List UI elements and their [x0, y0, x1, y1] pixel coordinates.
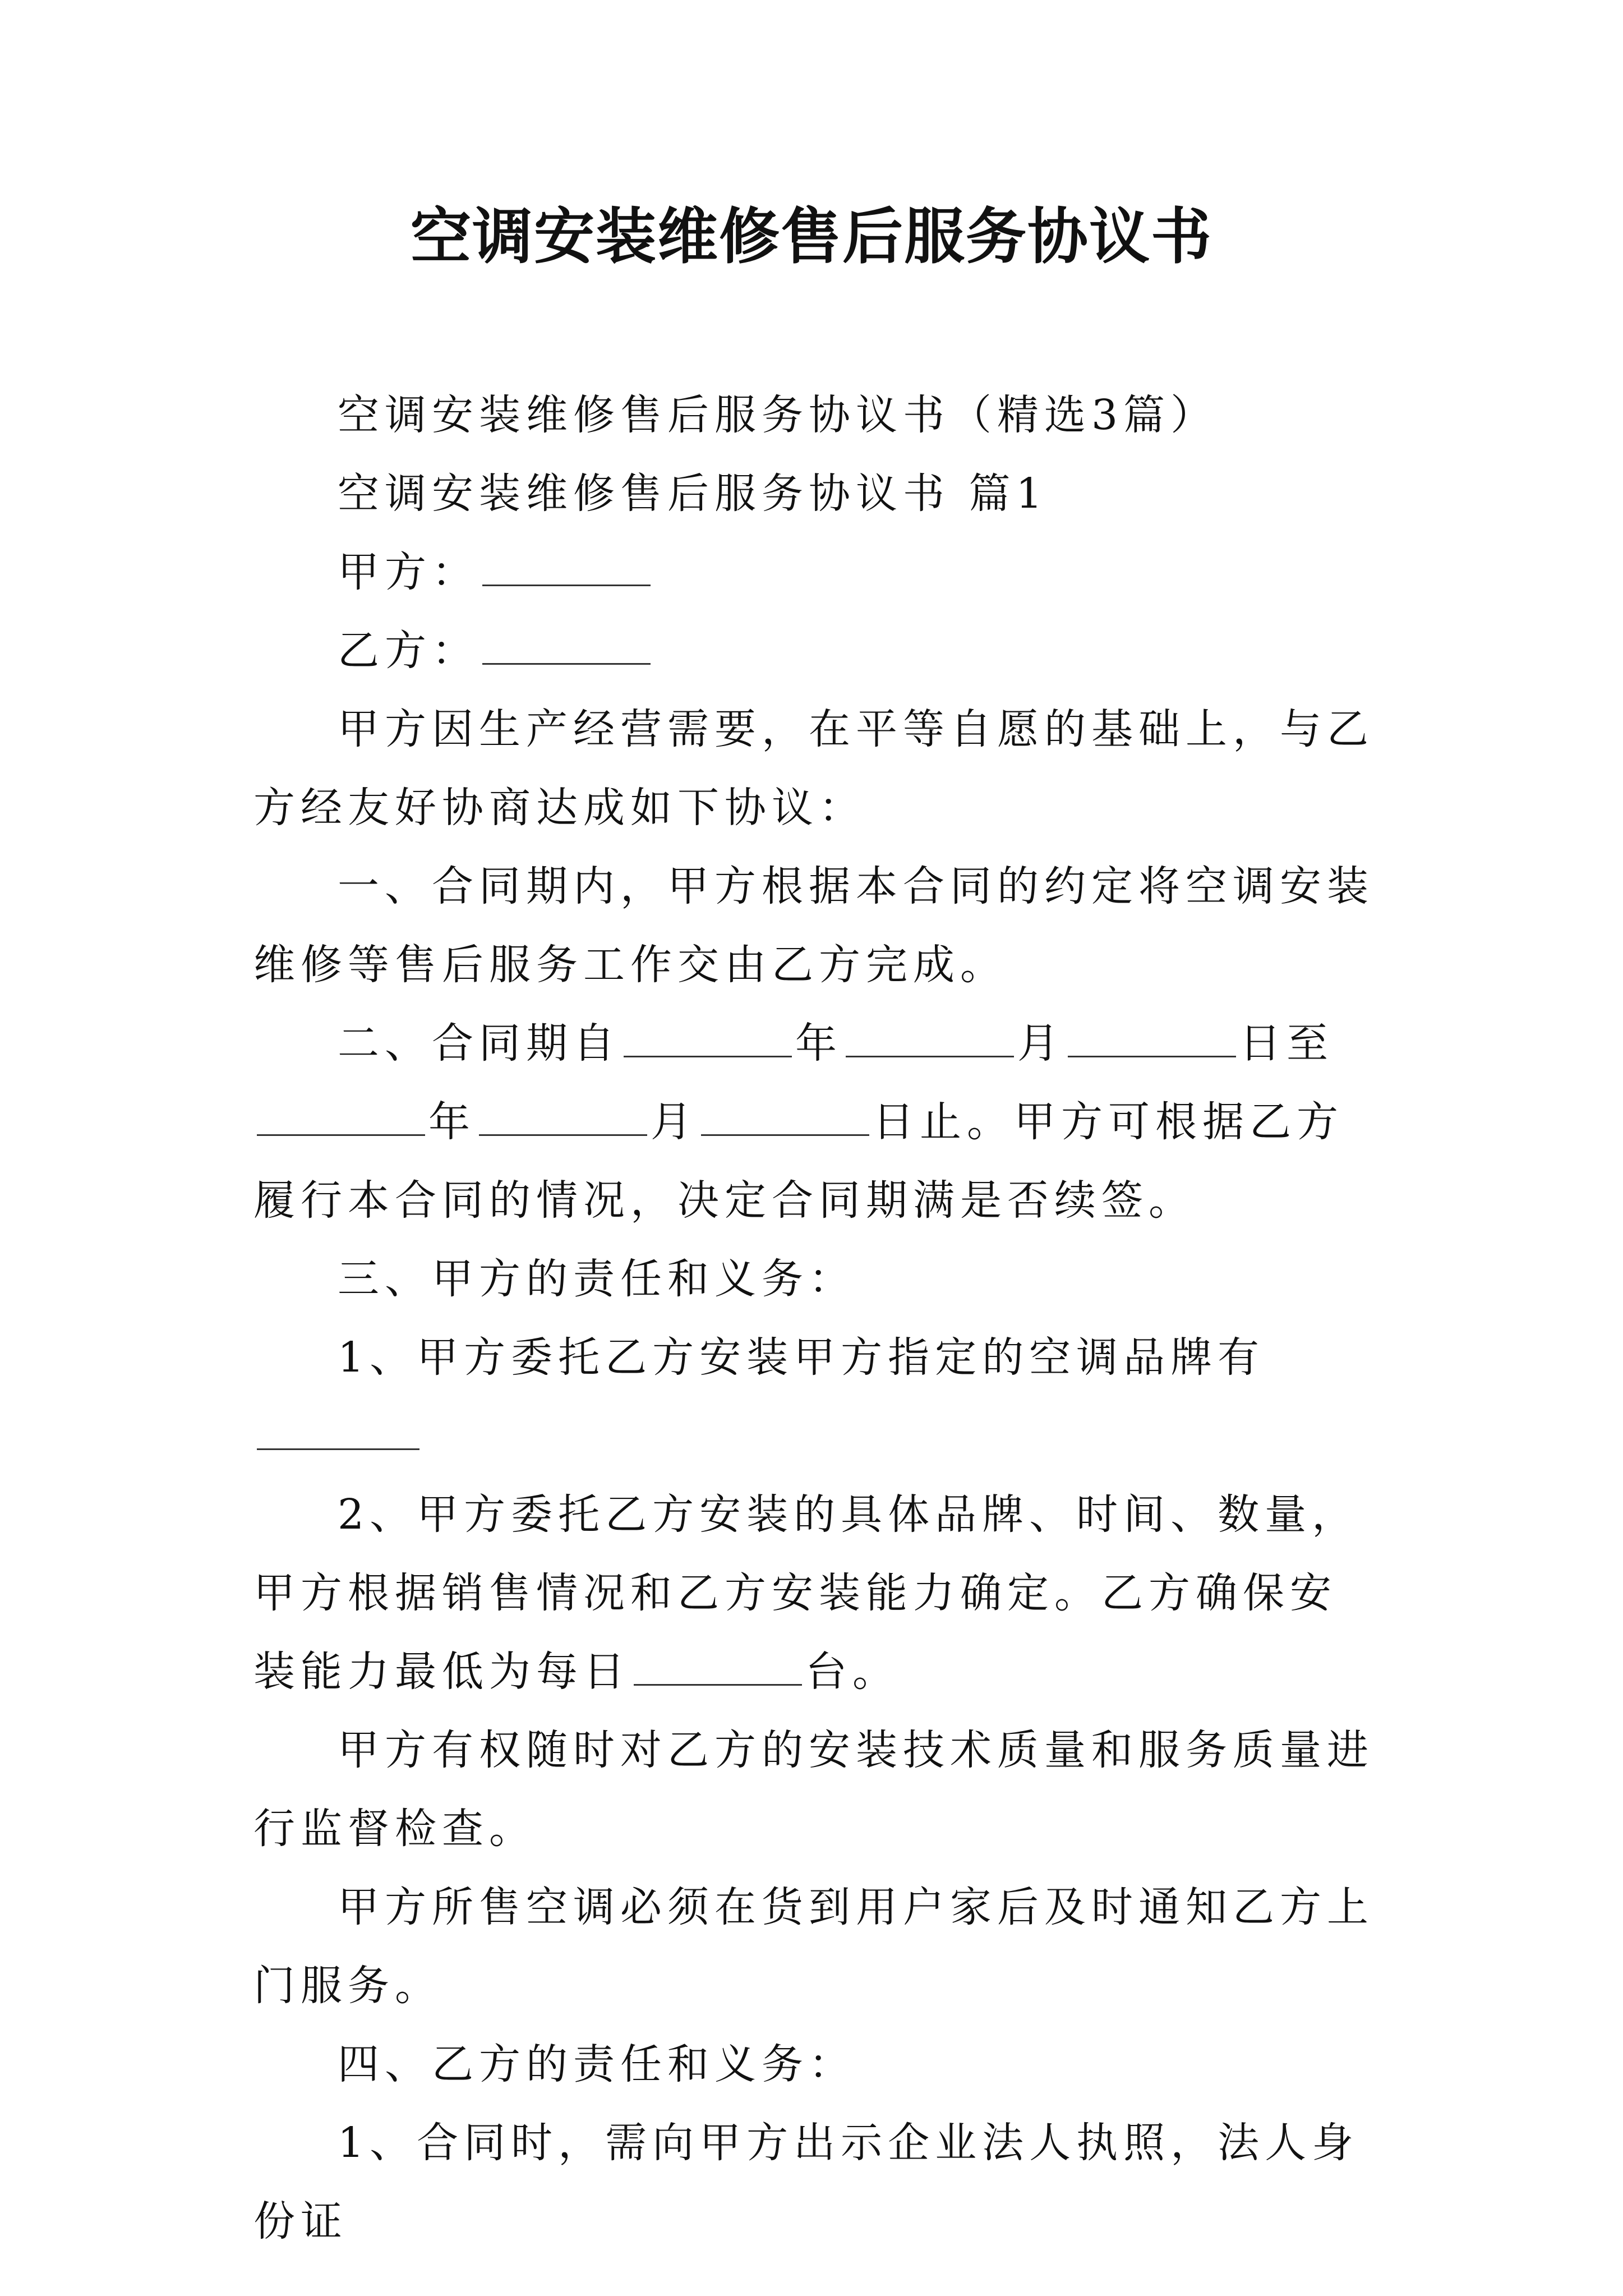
clause-3-1 — [253, 1318, 1383, 1475]
intro-paragraph: 甲方因生产经营需要，在平等自愿的基础上，与乙方经友好协商达成如下协议： — [253, 705, 1374, 832]
end-month-blank — [479, 1101, 647, 1136]
clause-2-start: 二、合同期自 — [338, 1019, 620, 1068]
section-heading: 空调安装维修售后服务协议书 篇1 — [338, 470, 1048, 518]
start-month-blank — [846, 1022, 1014, 1057]
clause-3-2 — [253, 1475, 1383, 1711]
party-a-line — [253, 533, 1383, 611]
clause-3-paragraph-2: 甲方所售空调必须在货到用户家后及时通知乙方上门服务。 — [253, 1883, 1374, 2010]
party-b-blank — [482, 629, 651, 665]
clause-3: 三、甲方的责任和义务： — [338, 1255, 856, 1303]
clause-2-day-to: 日至 — [1239, 1019, 1334, 1068]
clause-3-2-text: 2、甲方委托乙方安装的具体品牌、时间、数量，甲方根据销售情况和乙方安装能力确定。乙方确保安装能力最低为每日 — [253, 1490, 1359, 1696]
party-a-blank — [482, 551, 651, 586]
clause-3-paragraph-1: 甲方有权随时对乙方的安装技术质量和服务质量进行监督检查。 — [253, 1726, 1374, 1853]
start-year-blank — [624, 1022, 792, 1057]
party-b-label: 乙方： — [338, 627, 479, 675]
party-a-label: 甲方： — [338, 548, 479, 596]
end-day-blank — [701, 1101, 869, 1136]
document-body — [253, 376, 1383, 2261]
daily-capacity-blank — [634, 1650, 802, 1686]
clause-4: 四、乙方的责任和义务： — [338, 2040, 856, 2088]
subtitle: 空调安装维修售后服务协议书（精选3篇） — [338, 391, 1218, 439]
clause-4-1: 1、合同时，需向甲方出示企业法人执照，法人身份证 — [253, 2119, 1359, 2246]
clause-2-month: 月 — [1017, 1019, 1064, 1068]
start-day-blank — [1068, 1022, 1236, 1057]
document-title: 空调安装维修售后服务协议书 — [410, 201, 1212, 272]
end-year-blank — [257, 1101, 425, 1136]
clause-2 — [253, 1004, 1383, 1240]
clause-3-1-text: 1、甲方委托乙方安装甲方指定的空调品牌有 — [338, 1333, 1265, 1382]
party-b-line — [253, 611, 1383, 690]
clause-2-end: 日止。甲方可根据乙方履行本合同的情况，决定合同期满是否续签。 — [253, 1098, 1344, 1225]
clause-3-2-unit: 台。 — [805, 1648, 900, 1696]
clause-2-year: 年 — [795, 1019, 842, 1068]
clause-2-month-2: 月 — [651, 1098, 698, 1146]
clause-1: 一、合同期内，甲方根据本合同的约定将空调安装维修等售后服务工作交由乙方完成。 — [253, 862, 1374, 989]
brand-blank — [257, 1415, 419, 1450]
clause-2-year-2: 年 — [428, 1098, 476, 1146]
